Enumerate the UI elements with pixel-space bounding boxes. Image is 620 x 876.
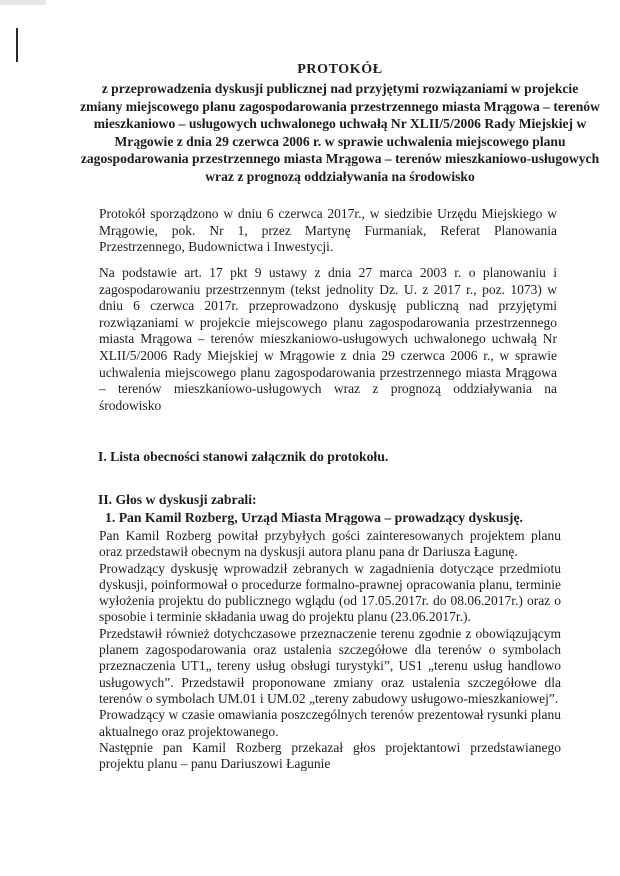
- section-1-heading: I. Lista obecności stanowi załącznik do protokołu.: [98, 449, 389, 464]
- speaker-1-body: [99, 528, 561, 772]
- scan-edge-shadow: [0, 0, 46, 5]
- document-title: PROTOKÓŁ: [297, 62, 383, 77]
- intro-paragraph: Protokół sporządzono w dniu 6 czerwca 2017r., w siedzibie Urzędu Miejskiego w Mrągowie, pok. Nr 1, przez Martynę Furmaniak, Referat Planowania Przestrzennego, Budownictwa i Inwestycji.: [99, 206, 557, 255]
- speaker-1-paragraph: Następnie pan Kamil Rozberg przekazał głos projektantowi przedstawianego projektu planu – panu Dariuszowi Łagunie: [99, 739, 561, 772]
- basis-paragraph: Na podstawie art. 17 pkt 9 ustawy z dnia 27 marca 2003 r. o planowaniu i zagospodarowaniu przestrzennym (tekst jednolity Dz. U. z 2017 r., poz. 1073) w dniu 6 czerwca 2017r. przeprowadzono dyskusję publiczną nad przyjętymi rozwiązaniami w projekcie miejscowego planu zagospodarowania przestrzennego miasta Mrągowa – terenów mieszkaniowo-usługowych uchwalonego uchwałą Nr XLII/5/2006 Rady Miejskiej w Mrągowie z dnia 29 czerwca 2006 r., w sprawie uchwalenia miejscowego planu zagospodarowania przestrzennego miasta Mrągowa – terenów mieszkaniowo-usługowych wraz z prognozą oddziaływania na środowisko: [99, 265, 557, 413]
- speaker-1-paragraph: Prowadzący dyskusję wprowadził zebranych w zagadnienia dotyczące przedmiotu dyskusji, poinformował o procedurze formalno-prawnej opracowania planu, terminie wyłożenia projektu do publicznego wglądu (od 17.05.2017r. do 08.06.2017r.) oraz o sposobie i terminie składania uwag do projektu planu (23.06.2017r.).: [99, 560, 561, 625]
- margin-mark: [16, 28, 18, 62]
- speaker-1-heading: 1. Pan Kamil Rozberg, Urząd Miasta Mrągowa – prowadzący dyskusję.: [105, 510, 523, 525]
- speaker-1-paragraph: Prowadzący w czasie omawiania poszczególnych terenów prezentował rysunki planu aktualnego oraz projektowanego.: [99, 707, 561, 739]
- speaker-1-paragraph: Przedstawił również dotychczasowe przeznaczenie terenu zgodnie z obowiązującym planem zagospodarowania oraz ustalenia szczegółowe dla terenów o symbolach przeznaczenia UT1„ tereny usług obsługi turystyki”, US1 „terenu usług handlowo usługowych”. Przedstawił proponowane zmiany oraz ustalenia szczegółowe dla terenów o symbolach UM.01 i UM.02 „tereny zabudowy usługowo-mieszkaniowej”.: [99, 625, 561, 706]
- speaker-1-paragraph: Pan Kamil Rozberg powitał przybyłych gości zainteresowanych projektem planu oraz przedstawił obecnym na dyskusji autora planu pana dr Dariusza Łagunę.: [99, 528, 561, 560]
- document-subtitle: z przeprowadzenia dyskusji publicznej nad przyjętymi rozwiązaniami w projekcie zmiany miejscowego planu zagospodarowania przestrzennego miasta Mrągowa – terenów mieszkaniowo – usługowych uchwalonego uchwałą Nr XLII/5/2006 Rady Miejskiej w Mrągowie z dnia 29 czerwca 2006 r. w sprawie uchwalenia miejscowego planu zagospodarowania przestrzennego miasta Mrągowa – terenów mieszkaniowo-usługowych wraz z prognozą oddziaływania na środowisko: [80, 81, 600, 184]
- section-2-heading: II. Głos w dyskusji zabrali:: [98, 492, 257, 507]
